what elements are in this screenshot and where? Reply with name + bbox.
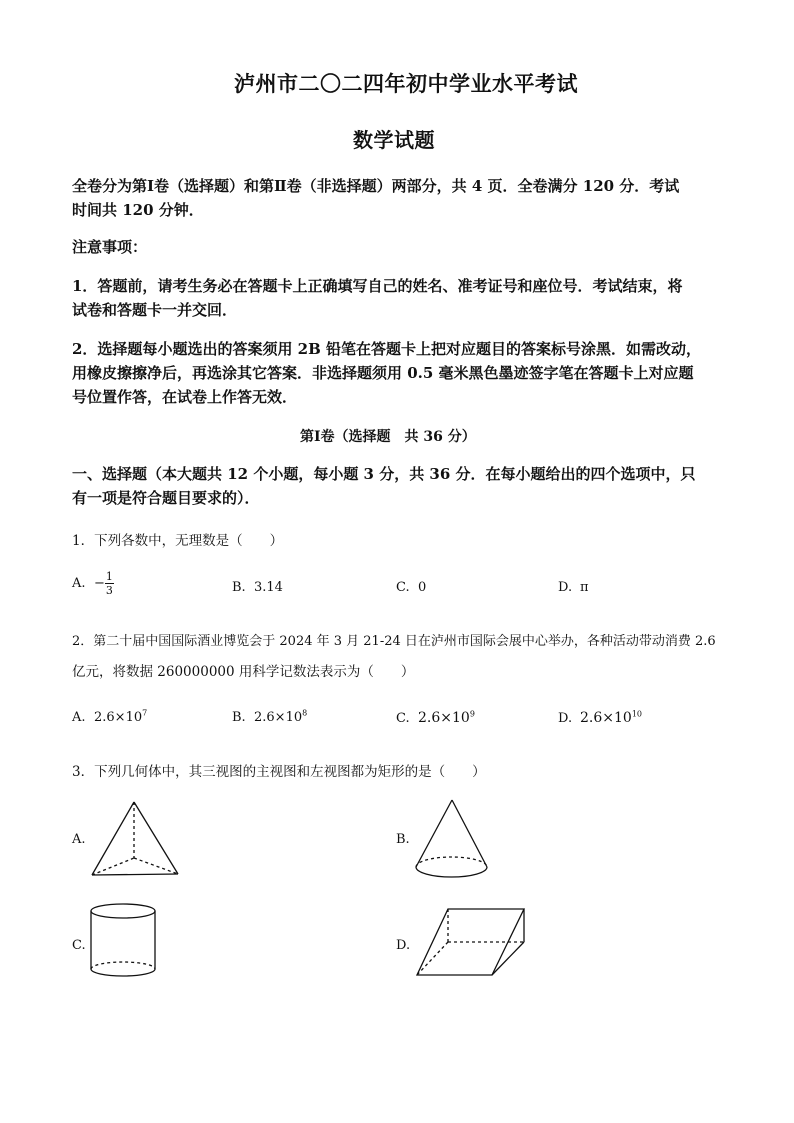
q1-option-b-label: B.	[232, 580, 246, 595]
section-1-instruction-line-1: 一、选择题（本大题共 12 个小题，每小题 3 分，共 36 分．在每小题给出的四个选项中，只	[72, 465, 696, 483]
q2-stem-line-1: 2．第二十届中国国际酒业博览会于 2024 年 3 月 21-24 日在泸州市国际会展中心举办，各种活动带动消费 2.6	[72, 634, 716, 649]
q2-option-c-base: 2.6×10	[418, 710, 470, 726]
q1-option-a-label: A.	[72, 576, 86, 591]
q2-option-c-label: C.	[396, 711, 410, 726]
q1-option-a-sign: −	[94, 576, 105, 591]
q1-option-d[interactable]	[558, 580, 589, 595]
notes-heading: 注意事项：	[72, 238, 148, 256]
note-2-line-2: 用橡皮擦擦净后，再选涂其它答案．非选择题须用 0.5 毫米黑色墨迹签字笔在答题卡上对应题	[72, 364, 694, 382]
cylinder-icon[interactable]	[90, 902, 158, 982]
q2-option-a[interactable]	[72, 710, 147, 725]
q2-option-c[interactable]	[396, 710, 475, 726]
note-1-line-1: 1．答题前，请考生务必在答题卡上正确填写自己的姓名、准考证号和座位号．考试结束，将	[72, 277, 683, 295]
q2-option-b-base: 2.6×10	[254, 710, 303, 725]
q1-option-a-numerator: 1	[105, 570, 113, 583]
oblique-prism-icon[interactable]	[414, 906, 528, 978]
q1-option-c[interactable]	[396, 580, 426, 595]
q1-option-a[interactable]	[72, 570, 114, 597]
intro-line-2: 时间共 120 分钟．	[72, 201, 204, 219]
exam-title: 泸州市二〇二四年初中学业水平考试	[234, 71, 578, 96]
q1-option-a-denominator: 3	[105, 584, 113, 597]
cone-icon[interactable]	[414, 798, 490, 882]
note-1-line-2: 试卷和答题卡一并交回．	[72, 301, 238, 319]
q3-stem: 3．下列几何体中，其三视图的主视图和左视图都为矩形的是（ ）	[72, 764, 486, 780]
exam-subject: 数学试题	[353, 128, 435, 152]
section-1-title: 第Ⅰ卷（选择题 共 36 分）	[300, 429, 476, 445]
q2-option-a-base: 2.6×10	[94, 710, 143, 725]
section-1-instruction-line-2: 有一项是符合题目要求的）．	[72, 489, 260, 507]
q1-option-d-value: π	[580, 580, 589, 595]
q2-option-d-label: D.	[558, 711, 573, 726]
q1-option-c-value: 0	[418, 580, 427, 595]
q2-option-c-exponent: 9	[469, 709, 475, 719]
q3-option-c-label[interactable]: C.	[72, 938, 86, 953]
note-2-line-3: 号位置作答，在试卷上作答无效．	[72, 388, 298, 406]
triangular-pyramid-icon[interactable]	[90, 800, 182, 878]
q1-option-b[interactable]	[232, 580, 283, 595]
q3-option-b-label[interactable]: B.	[396, 832, 410, 847]
q1-option-b-value: 3.14	[254, 580, 283, 595]
q2-option-b-exponent: 8	[302, 708, 308, 718]
note-2-line-1: 2．选择题每小题选出的答案须用 2B 铅笔在答题卡上把对应题目的答案标号涂黑．如需改动，	[72, 340, 702, 358]
q2-option-b-label: B.	[232, 710, 246, 725]
q2-option-d-base: 2.6×10	[580, 710, 632, 726]
intro-line-1: 全卷分为第Ⅰ卷（选择题）和第Ⅱ卷（非选择题）两部分，共 4 页．全卷满分 120 分．考试	[72, 177, 680, 195]
q2-option-d-exponent: 10	[631, 709, 642, 719]
q2-option-d[interactable]	[558, 710, 642, 726]
q1-option-a-fraction	[105, 570, 114, 597]
q3-option-a-label[interactable]: A.	[72, 832, 86, 847]
q2-option-a-label: A.	[72, 710, 86, 725]
q2-option-b[interactable]	[232, 710, 307, 725]
q2-stem-line-2: 亿元，将数据 260000000 用科学记数法表示为（ ）	[72, 664, 415, 680]
q1-stem: 1．下列各数中，无理数是（ ）	[72, 533, 284, 549]
q1-option-d-label: D.	[558, 580, 573, 595]
q1-option-c-label: C.	[396, 580, 410, 595]
q2-option-a-exponent: 7	[142, 708, 148, 718]
q3-option-d-label[interactable]: D.	[396, 938, 411, 953]
